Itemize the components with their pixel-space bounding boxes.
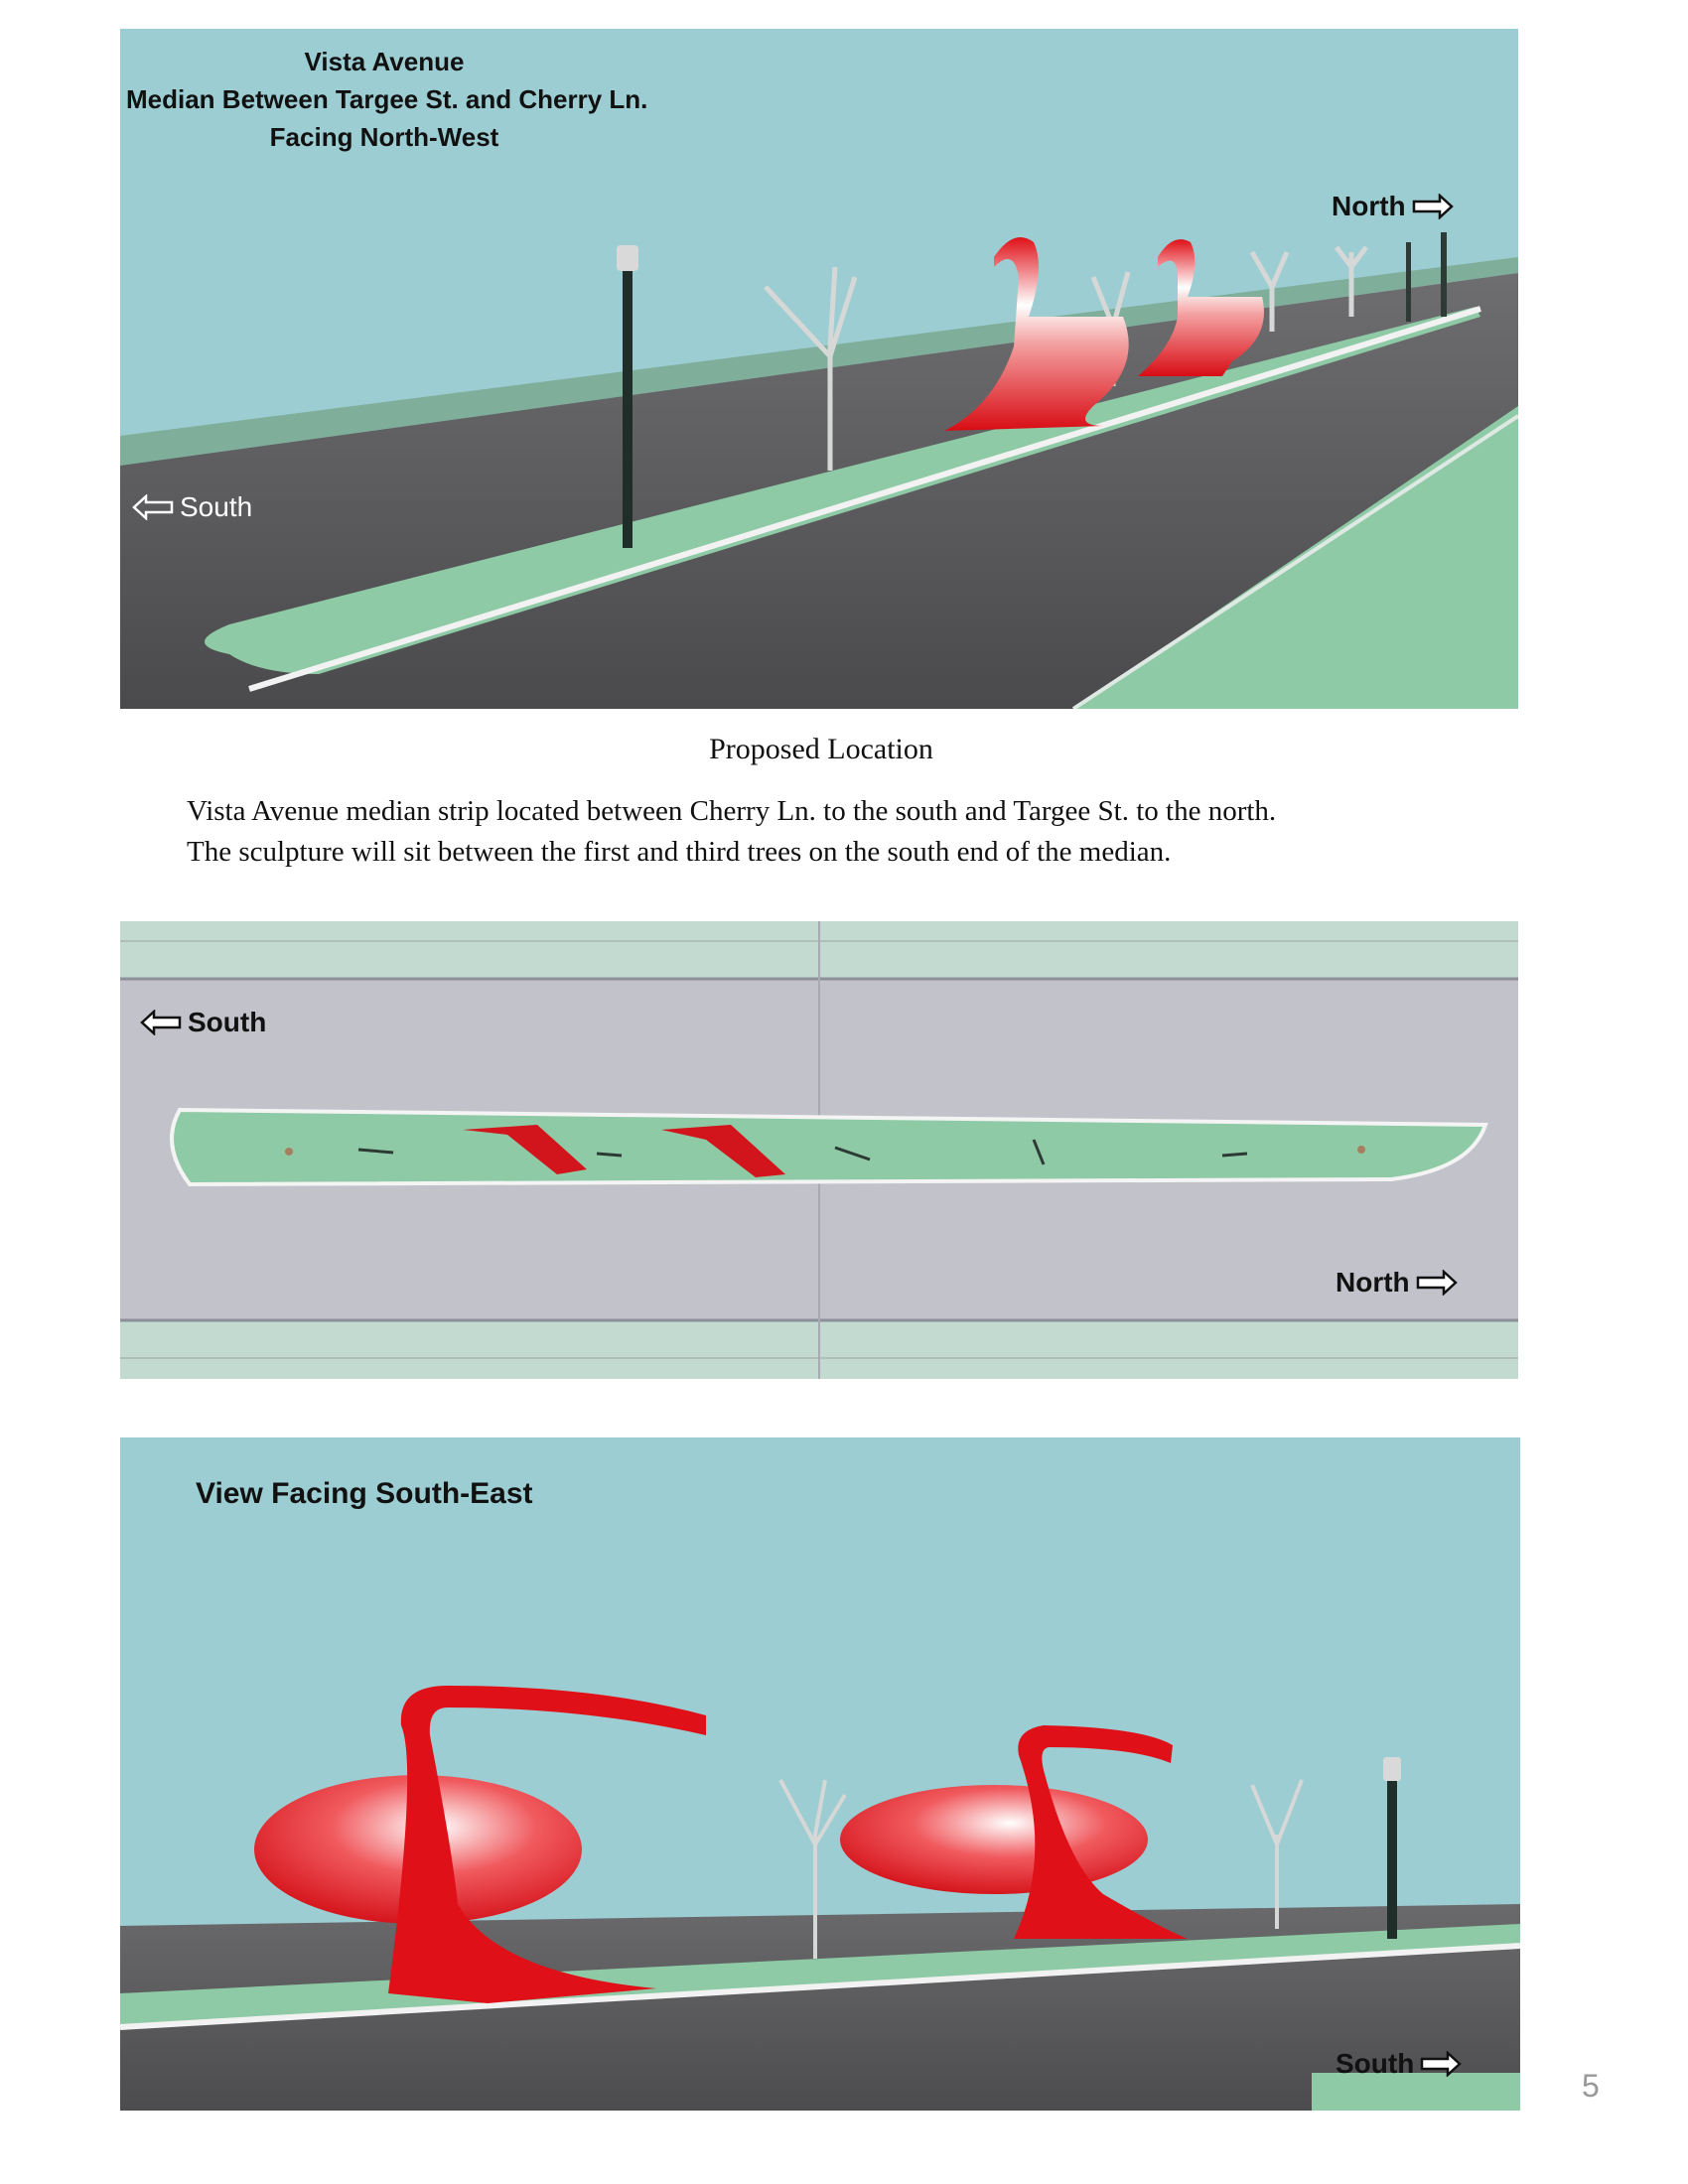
render-facing-north-west [120, 29, 1518, 709]
arrow-right-icon [1412, 194, 1454, 219]
south-label-text: South [1336, 2048, 1415, 2079]
caption-body [187, 791, 1477, 873]
render-scene [120, 1437, 1520, 2111]
caption-line-1: Vista Avenue median strip located between Cherry Ln. to the south and Targee St. to the north. [187, 795, 1277, 827]
render-plan-view [120, 921, 1518, 1379]
arrow-left-icon [132, 494, 174, 520]
south-label [1336, 2048, 1462, 2080]
north-label-text: North [1336, 1267, 1410, 1297]
south-label [132, 491, 252, 523]
north-label [1336, 1267, 1458, 1298]
arrow-right-icon [1420, 2051, 1462, 2077]
south-label [140, 1007, 266, 1038]
render-title [126, 43, 648, 156]
page-number: 5 [1582, 2068, 1600, 2104]
render-facing-south-east [120, 1437, 1520, 2111]
caption-line-2: The sculpture will sit between the first and third trees on the south end of the median. [187, 836, 1172, 868]
title-line-2: Median Between Targee St. and Cherry Ln. [126, 84, 648, 114]
title-line-1: Vista Avenue [304, 47, 465, 76]
north-label [1332, 191, 1454, 222]
plan-scene [120, 921, 1518, 1379]
south-label-text: South [180, 491, 253, 522]
render-title: View Facing South-East [196, 1477, 533, 1510]
caption-title: Proposed Location [709, 733, 933, 765]
title-line-3: Facing North-West [269, 122, 499, 152]
arrow-right-icon [1416, 1270, 1458, 1296]
south-label-text: South [188, 1007, 267, 1037]
north-label-text: North [1332, 191, 1406, 221]
arrow-left-icon [140, 1010, 182, 1035]
